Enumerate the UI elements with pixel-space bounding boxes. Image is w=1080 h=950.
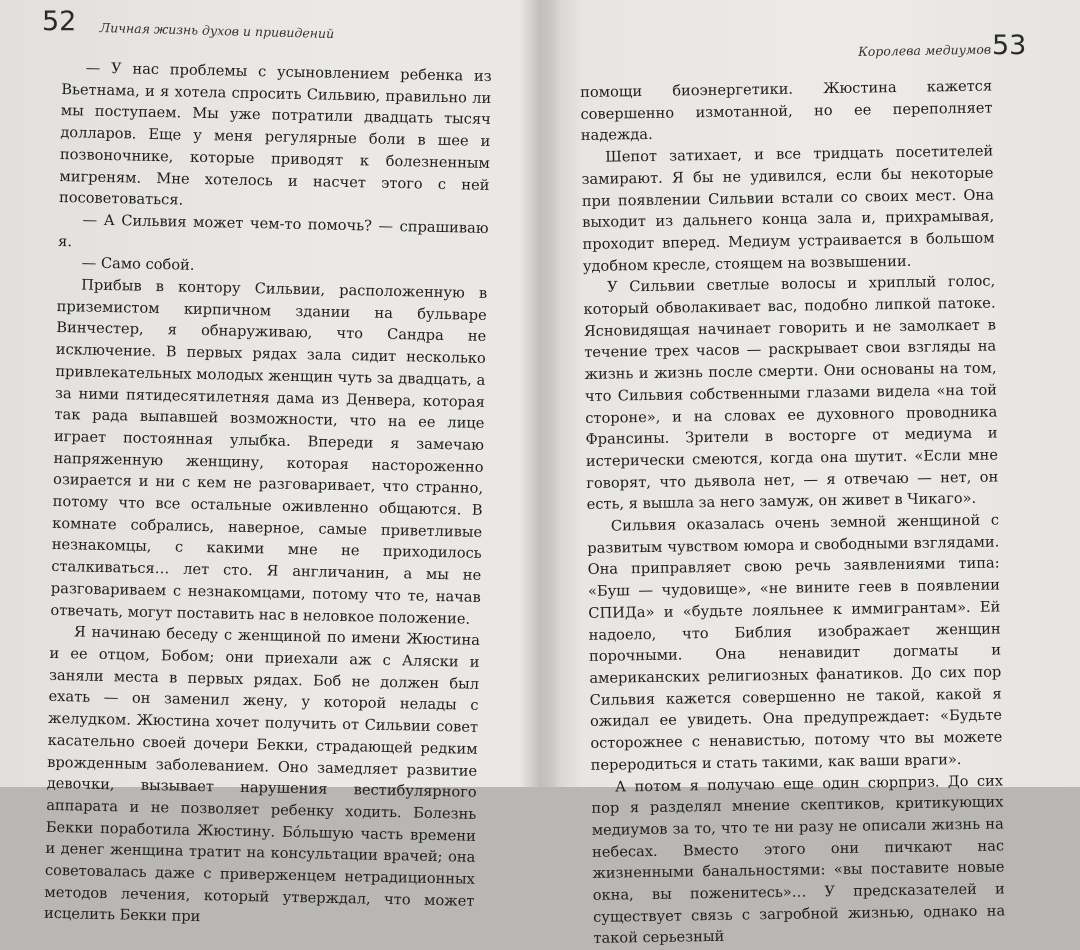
left-page-text — [44, 57, 492, 934]
paragraph: — У нас проблемы с усыновлением ребенка из Вьетнама, и я хотела спросить Сильвию, правильно ли мы поступаем. Мы уже потратили двадцать тысяч долларов. Еще у меня регулярные боли в шее и позвоночнике, которые приводят к болезненным мигреням. Мне хотелось и насчет этого с ней посоветоваться. — [58, 59, 492, 209]
paragraph: Шепот затихает, и все тридцать посетителей замирают. Я бы не удивился, если бы некоторые при появлении Сильвии встали со своих мест. Она выходит из дальнего конца зала и, прихрамывая, проходит вперед. Медиум устраивается в большом удобном кресле, стоящем на возвышении. — [581, 142, 995, 275]
running-head: Королева медиумов — [858, 41, 992, 59]
paragraph: — А Сильвия может чем-то помочь? — спрашиваю я. — [57, 211, 489, 250]
right-page-text — [580, 76, 1006, 950]
paragraph: Я начинаю беседу с женщиной по имени Жюстина и ее отцом, Бобом; они приехали аж с Аляски и заняли места в первых рядах. Боб не должен был ехать — он заменил жену, у которой нелады с желудком. Жюстина хочет получить от Сильвии совет касательно своей дочери Бекки, страдающей редким врожденным заболеванием. Оно замедляет развитие девочки, вызывает нарушения вестибулярного аппарата и не позволяет ребенку ходить. Болезнь Бекки поработила Жюстину. Бóльшую часть времени и денег женщина тратит на консультации врачей; она советовалась даже с приверженцем нетрадиционных методов лечения, который утверждал, что может исцелить Бекки при — [43, 623, 481, 926]
paragraph: — Само собой. — [81, 254, 195, 275]
paragraph: Сильвия оказалась очень земной женщиной с развитым чувством юмора и свободными взглядами. Она приправляет свою речь заявлениями типа: «Буш — чудовище», «не вините геев в появлении СПИДа» и «будьте лояльнее к иммигрантам». Ей надоело, что Библия изображает женщин порочными. Она ненавидит догматы и американских религиозных фанатиков. До сих пор Сильвия кажется совершенно не такой, какой я ожидал ее увидеть. Она предупреждает: «Будьте осторожнее с ненавистью, потому что вы можете переродиться и стать такими, как ваши враги». — [587, 511, 1003, 774]
right-page — [540, 0, 1080, 948]
paragraph: У Сильвии светлые волосы и хриплый голос, который обволакивает вас, подобно липкой патоке. Ясновидящая начинает говорить и не замолкает в течение трех часов — раскрывает свои взгляды на жизнь и жизнь после смерти. Они основаны на том, что Сильвия собственными глазами видела «на той стороне», и на словах ее духовного проводника Франсины. Зрители в восторге от медиума и истерически смеются, когда она шутит. «Если мне говорят, что дьявола нет, — я отвечаю — нет, он есть, я вышла за него замуж, он живет в Чикаго». — [583, 272, 999, 514]
paragraph: А потом я получаю еще один сюрприз. До сих пор я разделял мнение скептиков, критикующих медиумов за то, что те ни разу не описали жизнь на небесах. Вместо этого они пичкают нас жизненными банальностями: «вы поставите новые окна, вы поженитесь»… У предсказателей и существует связь с загробной жизнью, однако на такой серьезный — [591, 771, 1006, 948]
running-head: Личная жизнь духов и привидений — [99, 20, 335, 42]
paragraph: помощи биоэнергетики. Жюстина кажется совершенно измотанной, но ее переполняет надежда. — [580, 77, 993, 145]
page-number: 52 — [42, 6, 77, 37]
paragraph: Прибыв в контору Сильвии, расположенную в приземистом кирпичном здании на бульваре Винчестер, я обнаруживаю, что Сандра не исключение. В первых рядах зала сидит несколько привлекательных молодых женщин чуть за двадцать, а за ними пятидесятилетняя дама из Денвера, которая так рада выпавшей возможности, что на ее лице играет постоянная улыбка. Впереди я замечаю напряженную женщину, которая настороженно озирается и ни с кем не разговаривает, что странно, потому что все остальные оживленно общаются. В комнате собрались, наверное, самые приветливые незнакомцы, с какими мне не приходилось сталкиваться… лет сто. Я англичанин, а мы не разговариваем с незнакомцами, потому что те, начав отвечать, могут поставить нас в неловкое положение. — [50, 276, 488, 628]
page-number: 53 — [992, 30, 1027, 61]
left-page — [0, 0, 535, 926]
